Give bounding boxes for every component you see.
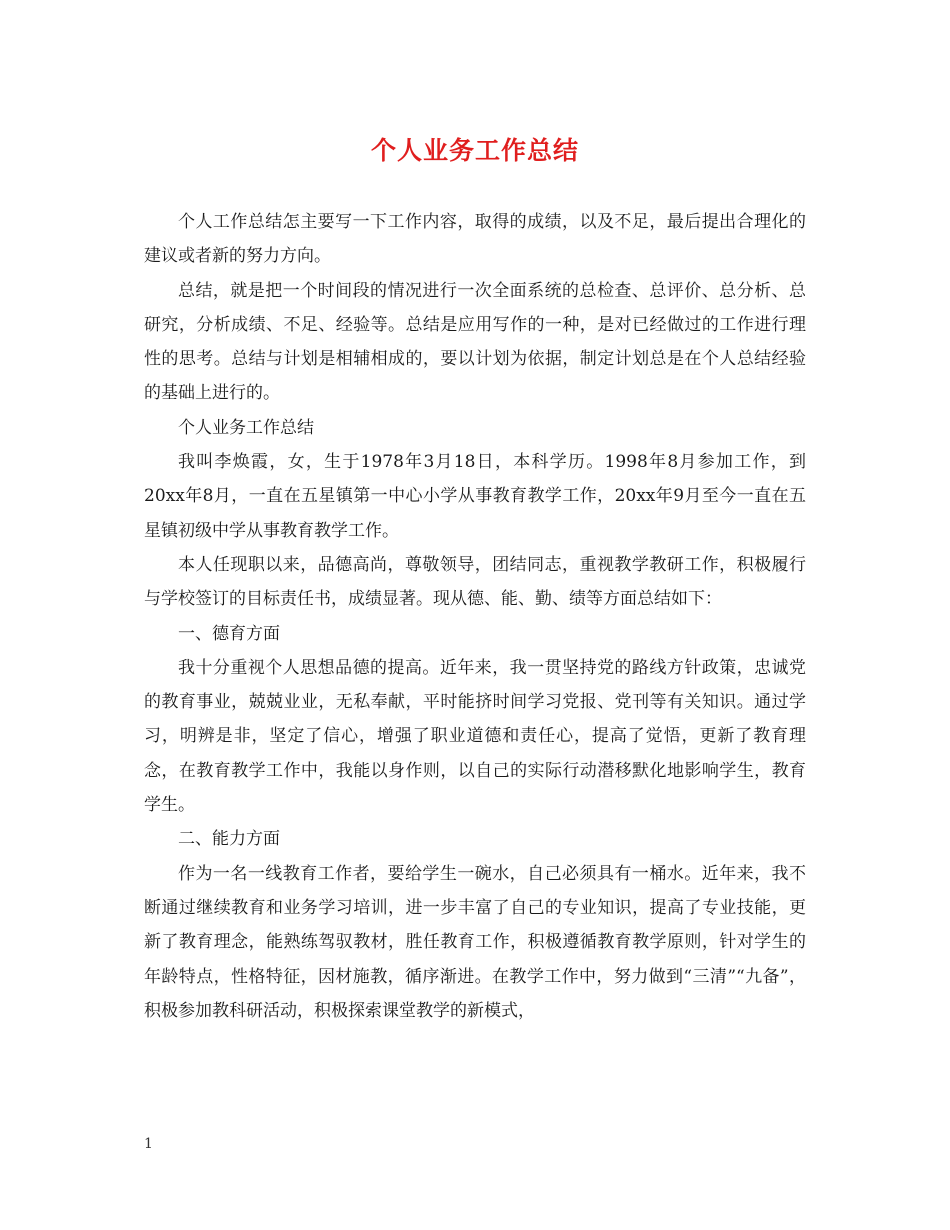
paragraph-personal-info: 我叫李焕霞，女，生于1978年3月18日，本科学历。1998年8月参加工作，到20xx年8月，一直在五星镇第一中心小学从事教育教学工作，20xx年9月至今一直在五星镇初级中学从事教育教学工作。: [144, 452, 806, 541]
paragraph-intro: 个人工作总结怎主要写一下工作内容，取得的成绩，以及不足，最后提出合理化的建议或者新的努力方向。: [144, 212, 806, 267]
document-title: 个人业务工作总结: [370, 136, 579, 165]
paragraph-moral: 我十分重视个人思想品德的提高。近年来，我一贯坚持党的路线方针政策，忠诚党的教育事业，兢兢业业，无私奉献，平时能挤时间学习党报、党刊等有关知识。通过学习，明辨是非，坚定了信心，增强了职业道德和责任心，提高了觉悟，更新了教育理念，在教育教学工作中，我能以身作则，以自己的实际行动潜移默化地影响学生，教育学生。: [144, 657, 806, 816]
paragraph-ability: 作为一名一线教育工作者，要给学生一碗水，自己必须具有一桶水。近年来，我不断通过继续教育和业务学习培训，进一步丰富了自己的专业知识，提高了专业技能，更新了教育理念，能熟练驾驭教材，胜任教育工作，积极遵循教育教学原则，针对学生的年龄特点，性格特征，因材施教，循序渐进。在教学工作中，努力做到“三清”“九备”，积极参加教科研活动，积极探索课堂教学的新模式，: [144, 863, 806, 1021]
document-body: [144, 205, 806, 1028]
paragraph-overview: 本人任现职以来，品德高尚，尊敬领导，团结同志，重视教学教研工作，积极履行与学校签订的目标责任书，成绩显著。现从德、能、勤、绩等方面总结如下：: [144, 554, 806, 610]
paragraph-subtitle: 个人业务工作总结: [178, 417, 314, 438]
paragraph-definition: 总结，就是把一个时间段的情况进行一次全面系统的总检查、总评价、总分析、总研究，分析成绩、不足、经验等。总结是应用写作的一种，是对已经做过的工作进行理性的思考。总结与计划是相辅相成的，要以计划为依据，制定计划总是在个人总结经验的基础上进行的。: [144, 280, 806, 404]
section-heading-ability: 二、能力方面: [178, 829, 280, 850]
page-number: 1: [144, 1136, 153, 1152]
section-heading-moral: 一、德育方面: [178, 623, 280, 644]
